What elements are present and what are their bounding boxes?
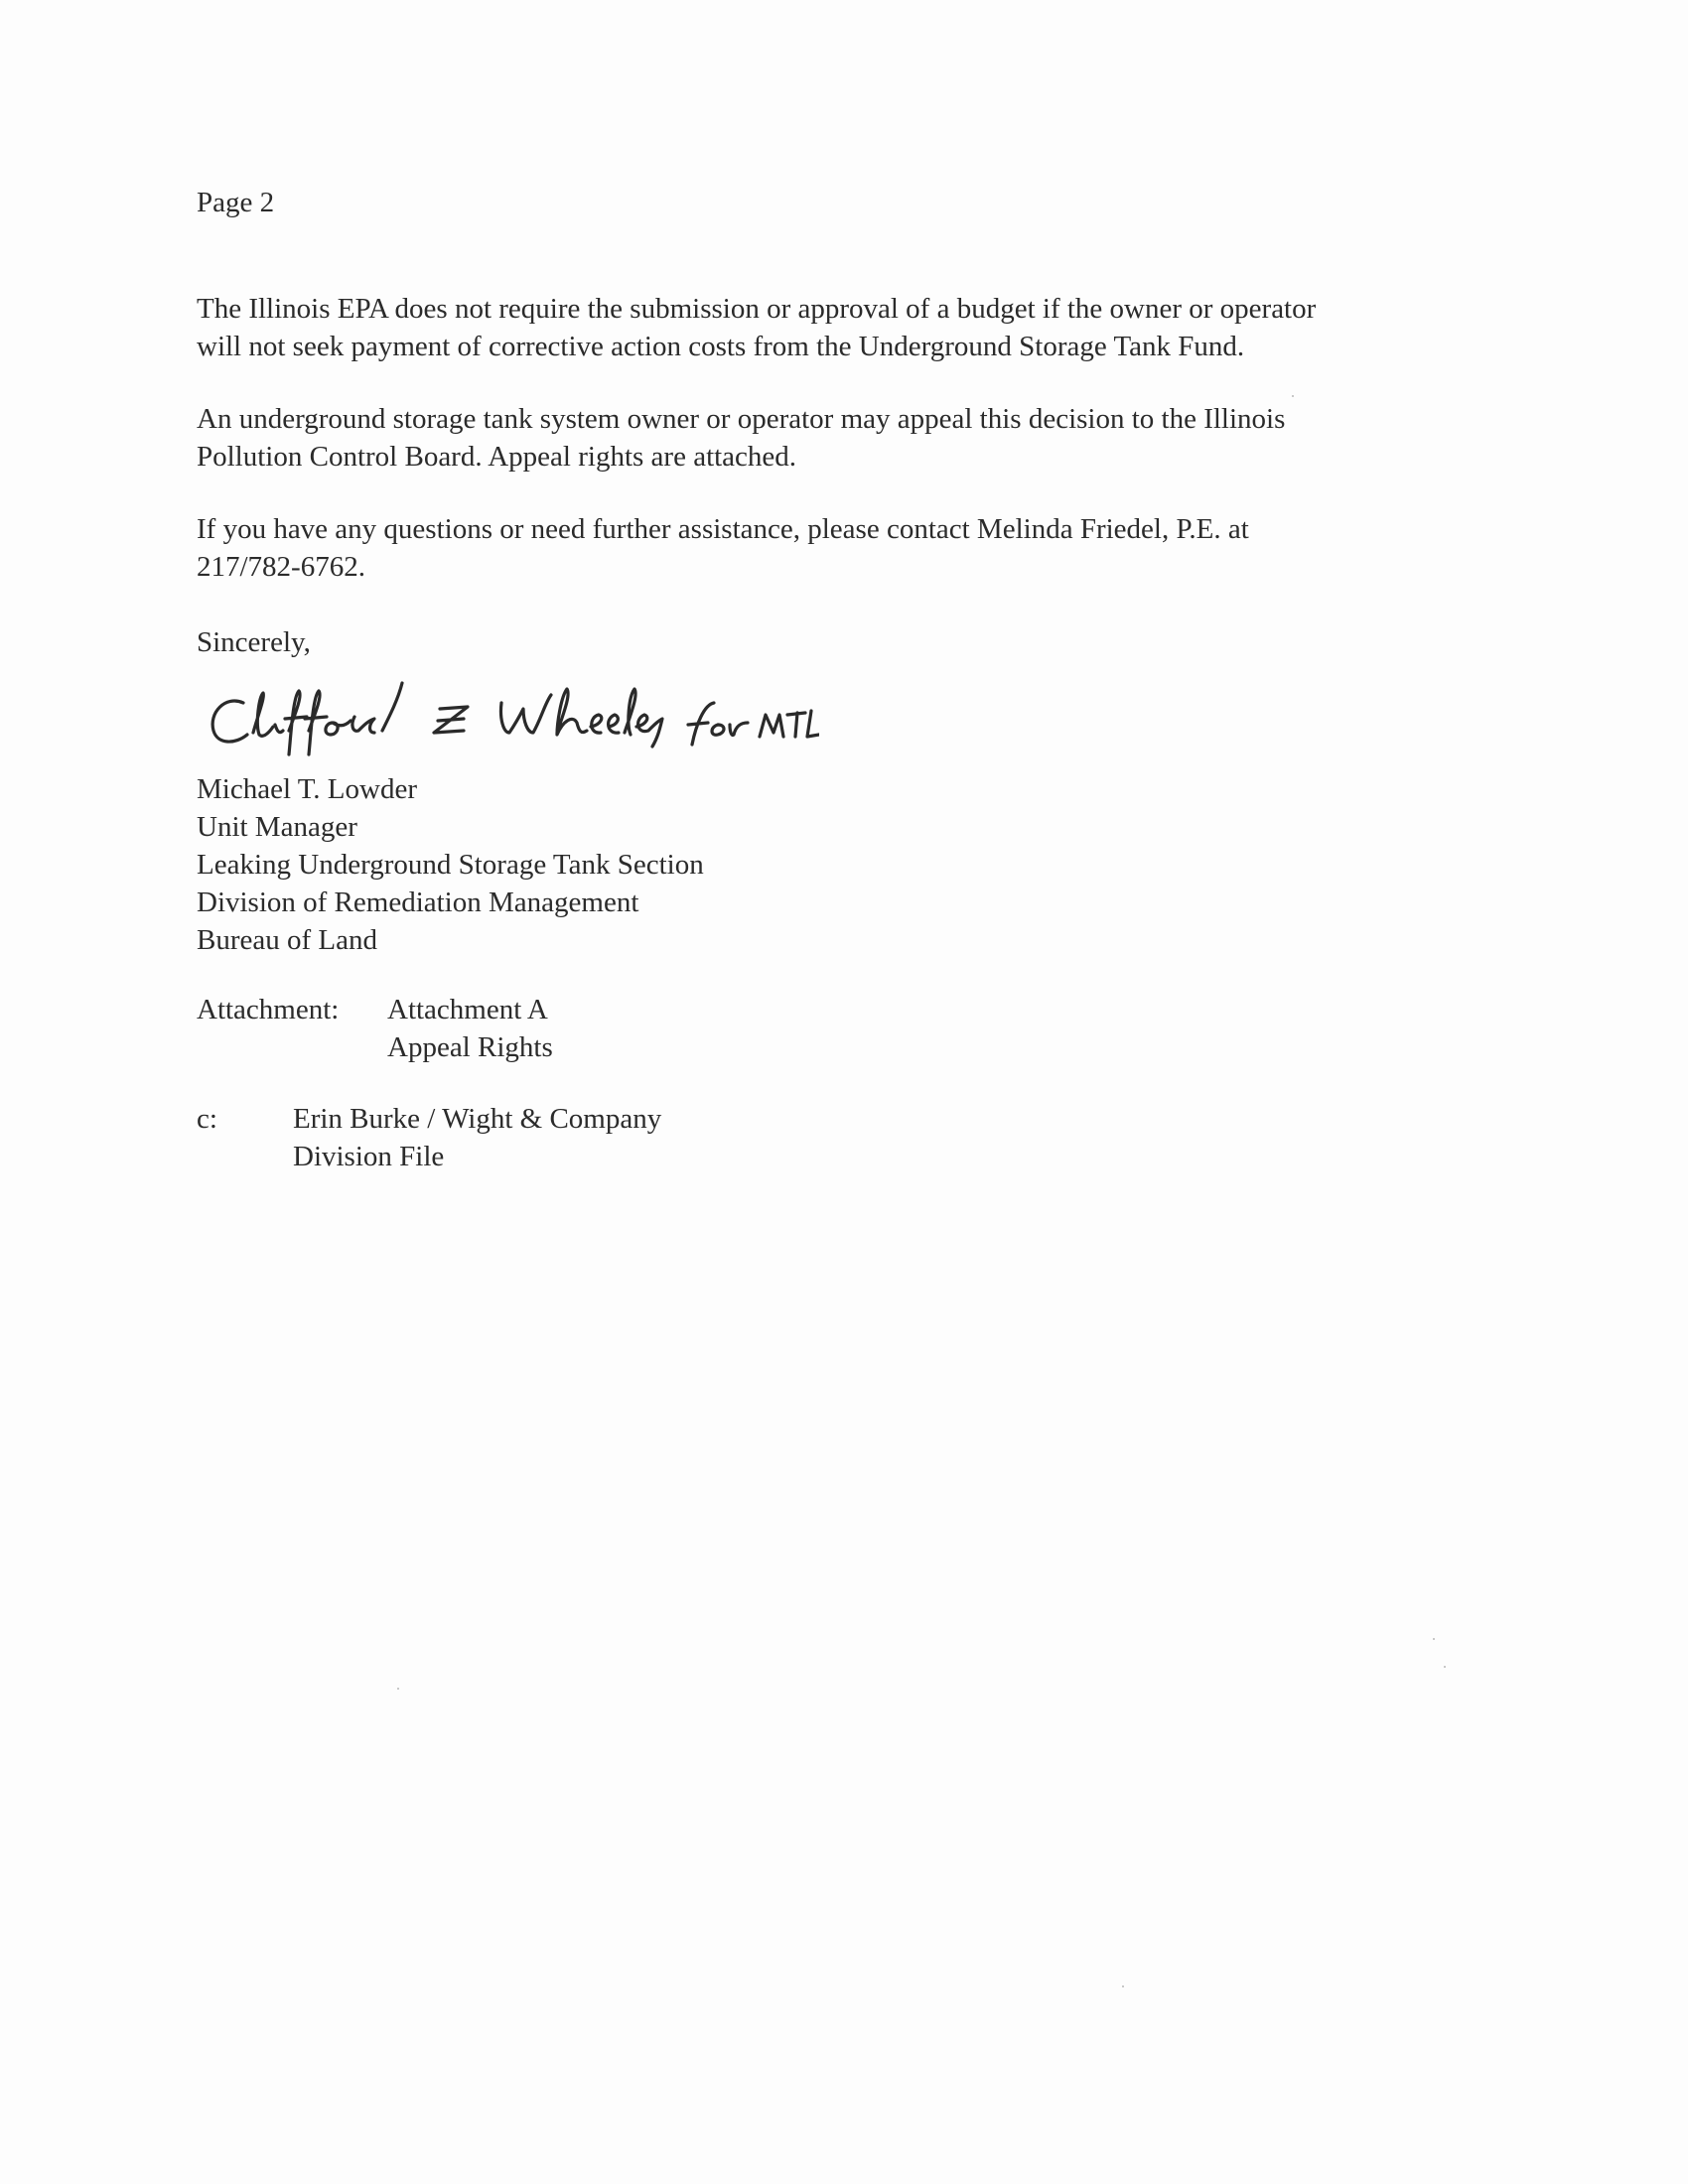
paragraph-line: will not seek payment of corrective action costs from the Underground Storage Tank Fund. [197,331,1245,362]
signatory-name: Michael T. Lowder [197,773,417,805]
paragraph-budget [197,290,1316,365]
attachment-item: Attachment A [387,994,548,1025]
attachment-label: Attachment: [197,994,340,1025]
paragraph-line: The Illinois EPA does not require the submission or approval of a budget if the owner or operator [197,293,1317,325]
page-number: Page 2 [197,187,275,218]
paragraph-line: An underground storage tank system owner or operator may appeal this decision to the Illinois [197,403,1286,435]
signatory-bureau: Bureau of Land [197,924,377,956]
scan-speck [1292,395,1294,397]
cc-item: Division File [293,1141,445,1172]
scan-speck [1444,1666,1446,1668]
paragraph-contact [197,510,1249,586]
cc-list [293,1100,661,1175]
signatory-section: Leaking Underground Storage Tank Section [197,849,704,881]
closing: Sincerely, [197,626,311,658]
signatory-division: Division of Remediation Management [197,887,639,918]
scan-speck [1122,1985,1124,1987]
paragraph-line: If you have any questions or need further assistance, please contact Melinda Friedel, P.E. at [197,513,1249,545]
cc-item: Erin Burke / Wight & Company [293,1103,662,1135]
cc-label: c: [197,1103,217,1135]
attachment-list [387,991,553,1066]
attachment-item: Appeal Rights [387,1031,553,1063]
scan-speck [1433,1638,1435,1640]
paragraph-line: Pollution Control Board. Appeal rights are attached. [197,441,797,473]
signatory-title: Unit Manager [197,811,357,843]
paragraph-appeal [197,400,1285,476]
paragraph-line: 217/782-6762. [197,551,365,583]
signatory-block [197,770,704,959]
scan-speck [397,1688,399,1690]
handwritten-signature [204,675,819,764]
